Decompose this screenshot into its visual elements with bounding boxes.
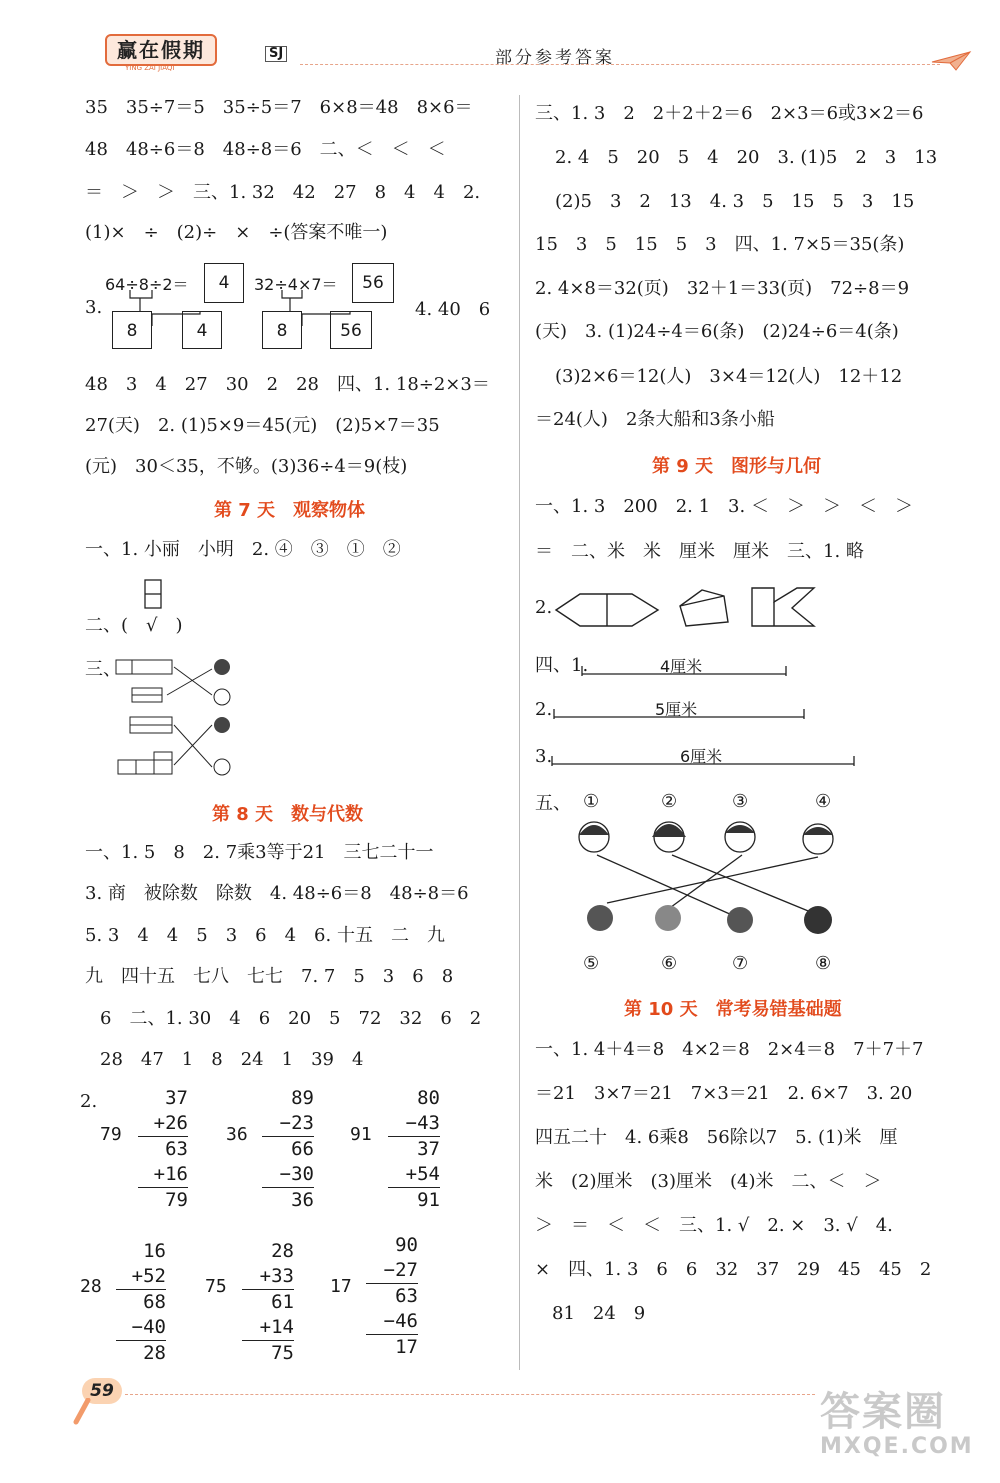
vertical-calculation: 90 −27 63 −46 17 bbox=[366, 1233, 418, 1360]
circled-number: ② bbox=[661, 791, 678, 812]
matching-figure bbox=[572, 815, 842, 945]
circled-number: ⑥ bbox=[661, 953, 678, 974]
circled-number: ③ bbox=[732, 791, 749, 812]
paper-plane-icon bbox=[930, 50, 972, 72]
line-segment-4cm bbox=[580, 664, 790, 678]
logo-subtext: YING ZAI JIAQI bbox=[125, 64, 175, 72]
page-header bbox=[0, 0, 1000, 80]
answer-box: 4 bbox=[204, 263, 244, 303]
answer-line: ＞ ＝ ＜ ＜ 三、1. √ 2. × 3. √ 4. bbox=[535, 1215, 893, 1236]
vertical-calculation: 80 −43 37 +54 91 bbox=[388, 1086, 440, 1213]
answer-line: 九 四十五 七八 七七 7. 7 5 3 6 8 bbox=[85, 966, 454, 987]
circled-number: ⑧ bbox=[815, 953, 832, 974]
answer-line: (2)5 3 2 13 4. 3 5 15 5 3 15 bbox=[555, 191, 915, 212]
page-number: 59 bbox=[82, 1378, 122, 1404]
vcalc-result-label: 91 bbox=[350, 1124, 372, 1145]
vcalc-result-label: 75 bbox=[205, 1276, 227, 1297]
answer-line: 5. 3 4 4 5 3 6 4 6. 十五 二 九 bbox=[85, 925, 445, 946]
circled-number: ⑤ bbox=[583, 953, 600, 974]
answer-line: ＝ 二、米 米 厘米 厘米 三、1. 略 bbox=[535, 541, 864, 562]
answer-line: (3)2×6＝12(人) 3×4＝12(人) 12＋12 bbox=[555, 366, 903, 387]
block-view-figure bbox=[143, 578, 165, 612]
answer-line: 81 24 9 bbox=[552, 1303, 646, 1324]
answer-line: 28 47 1 8 24 1 39 4 bbox=[100, 1049, 364, 1070]
equation-text: 32÷4×7＝ bbox=[254, 275, 338, 294]
answer-line: 一、1. 5 8 2. 7乘3等于21 三七二十一 bbox=[85, 842, 434, 863]
answer-line: 6 二、1. 30 4 6 20 5 72 32 6 2 bbox=[100, 1008, 482, 1029]
answer-line: 2. 4 5 20 5 4 20 3. (1)5 2 3 13 bbox=[555, 147, 938, 168]
logo-tag: SJ bbox=[265, 46, 287, 62]
answer-line: 27(天) 2. (1)5×9＝45(元) (2)5×7＝35 bbox=[85, 415, 440, 436]
answer-line: 二、( √ ) bbox=[85, 615, 183, 636]
answer-line: 一、1. 小丽 小明 2. ④ ③ ① ② bbox=[85, 539, 401, 560]
brand-logo bbox=[95, 30, 300, 70]
page-title: 部分参考答案 bbox=[495, 48, 615, 68]
question-label: 2. bbox=[535, 699, 553, 720]
logo-text: 赢在假期 bbox=[105, 34, 217, 66]
footer-divider bbox=[125, 1394, 815, 1395]
answer-box: 8 bbox=[262, 311, 302, 349]
answer-box: 8 bbox=[112, 311, 152, 349]
magnifier-icon bbox=[72, 1398, 96, 1426]
vertical-calculation: 89 −23 66 −30 36 bbox=[262, 1086, 314, 1213]
section-title: 第 7 天 观察物体 bbox=[214, 500, 366, 521]
answer-line: 48 3 4 27 30 2 28 四、1. 18÷2×3＝ bbox=[85, 374, 490, 395]
section-title: 第 9 天 图形与几何 bbox=[652, 456, 822, 477]
answer-line: 15 3 5 15 5 3 四、1. 7×5＝35(条) bbox=[535, 234, 905, 255]
vertical-calculation: 16 +52 68 −40 28 bbox=[116, 1239, 166, 1366]
vertical-calculation: 37 +26 63 +16 79 bbox=[138, 1086, 188, 1213]
answer-line: (天) 3. (1)24÷4＝6(条) (2)24÷6＝4(条) bbox=[535, 321, 899, 342]
equation-text: 64÷8÷2＝ bbox=[105, 275, 189, 294]
answer-line: 4. 40 6 bbox=[415, 299, 491, 320]
answer-line: × 四、1. 3 6 6 32 37 29 45 45 2 bbox=[535, 1259, 932, 1280]
question-label: 3. bbox=[85, 297, 103, 318]
question-label: 3. bbox=[535, 746, 553, 767]
symmetry-shapes-figure bbox=[552, 582, 842, 632]
circled-number: ① bbox=[583, 791, 600, 812]
line-segment-5cm bbox=[552, 707, 808, 721]
vcalc-result-label: 17 bbox=[330, 1276, 352, 1297]
line-segment-6cm bbox=[550, 754, 858, 768]
vcalc-result-label: 79 bbox=[100, 1124, 122, 1145]
answer-line: ＝ ＞ ＞ 三、1. 32 42 27 8 4 4 2. bbox=[85, 182, 481, 203]
answer-box: 4 bbox=[182, 311, 222, 349]
answer-line: ＝21 3×7＝21 7×3＝21 2. 6×7 3. 20 bbox=[535, 1083, 913, 1104]
vertical-calculation: 28 +33 61 +14 75 bbox=[242, 1239, 294, 1366]
answer-line: 四五二十 4. 6乘8 56除以7 5. (1)米 厘 bbox=[535, 1127, 898, 1148]
answer-line: 一、1. 4＋4＝8 4×2＝8 2×4＝8 7＋7＋7 bbox=[535, 1039, 924, 1060]
answer-line: 米 (2)厘米 (3)厘米 (4)米 二、＜ ＞ bbox=[535, 1171, 882, 1192]
answer-box: 56 bbox=[352, 263, 394, 303]
answer-line: (1)× ÷ (2)÷ × ÷(答案不唯一) bbox=[85, 222, 388, 243]
question-label: 四、1. bbox=[535, 655, 589, 676]
question-label: 2. bbox=[535, 597, 553, 618]
circled-number: ④ bbox=[815, 791, 832, 812]
answer-box: 56 bbox=[330, 311, 372, 349]
header-divider bbox=[300, 64, 940, 65]
length-label: 5厘米 bbox=[655, 700, 698, 719]
answer-line: 三、 bbox=[85, 659, 121, 680]
circled-number: ⑦ bbox=[732, 953, 749, 974]
question-label: 2. bbox=[80, 1091, 98, 1112]
vcalc-result-label: 28 bbox=[80, 1276, 102, 1297]
answer-line: 一、1. 3 200 2. 1 3. ＜ ＞ ＞ ＜ ＞ bbox=[535, 496, 913, 517]
answer-line: 2. 4×8＝32(页) 32＋1＝33(页) 72÷8＝9 bbox=[535, 278, 910, 299]
answer-line: ＝24(人) 2条大船和3条小船 bbox=[535, 409, 775, 430]
answer-line: 35 35÷7＝5 35÷5＝7 6×8＝48 8×6＝ bbox=[85, 97, 473, 118]
tree-connectors bbox=[100, 286, 400, 326]
vcalc-result-label: 36 bbox=[226, 1124, 248, 1145]
answer-line: (元) 30＜35，不够。(3)36÷4＝9(枝) bbox=[85, 456, 408, 477]
answer-line: 三、1. 3 2 2＋2＋2＝6 2×3＝6或3×2＝6 bbox=[535, 103, 924, 124]
watermark: 答案圈 MXQE.COM bbox=[820, 1389, 974, 1459]
column-divider bbox=[519, 95, 520, 1370]
length-label: 4厘米 bbox=[660, 657, 703, 676]
length-label: 6厘米 bbox=[680, 747, 723, 766]
answer-line: 3. 商 被除数 除数 4. 48÷6＝8 48÷8＝6 bbox=[85, 883, 469, 904]
view-matching-figure bbox=[112, 655, 247, 780]
section-title: 第 8 天 数与代数 bbox=[212, 804, 364, 825]
answer-line: 48 48÷6＝8 48÷8＝6 二、＜ ＜ ＜ bbox=[85, 139, 446, 160]
question-label: 五、 bbox=[535, 793, 571, 814]
section-title: 第 10 天 常考易错基础题 bbox=[624, 999, 842, 1020]
